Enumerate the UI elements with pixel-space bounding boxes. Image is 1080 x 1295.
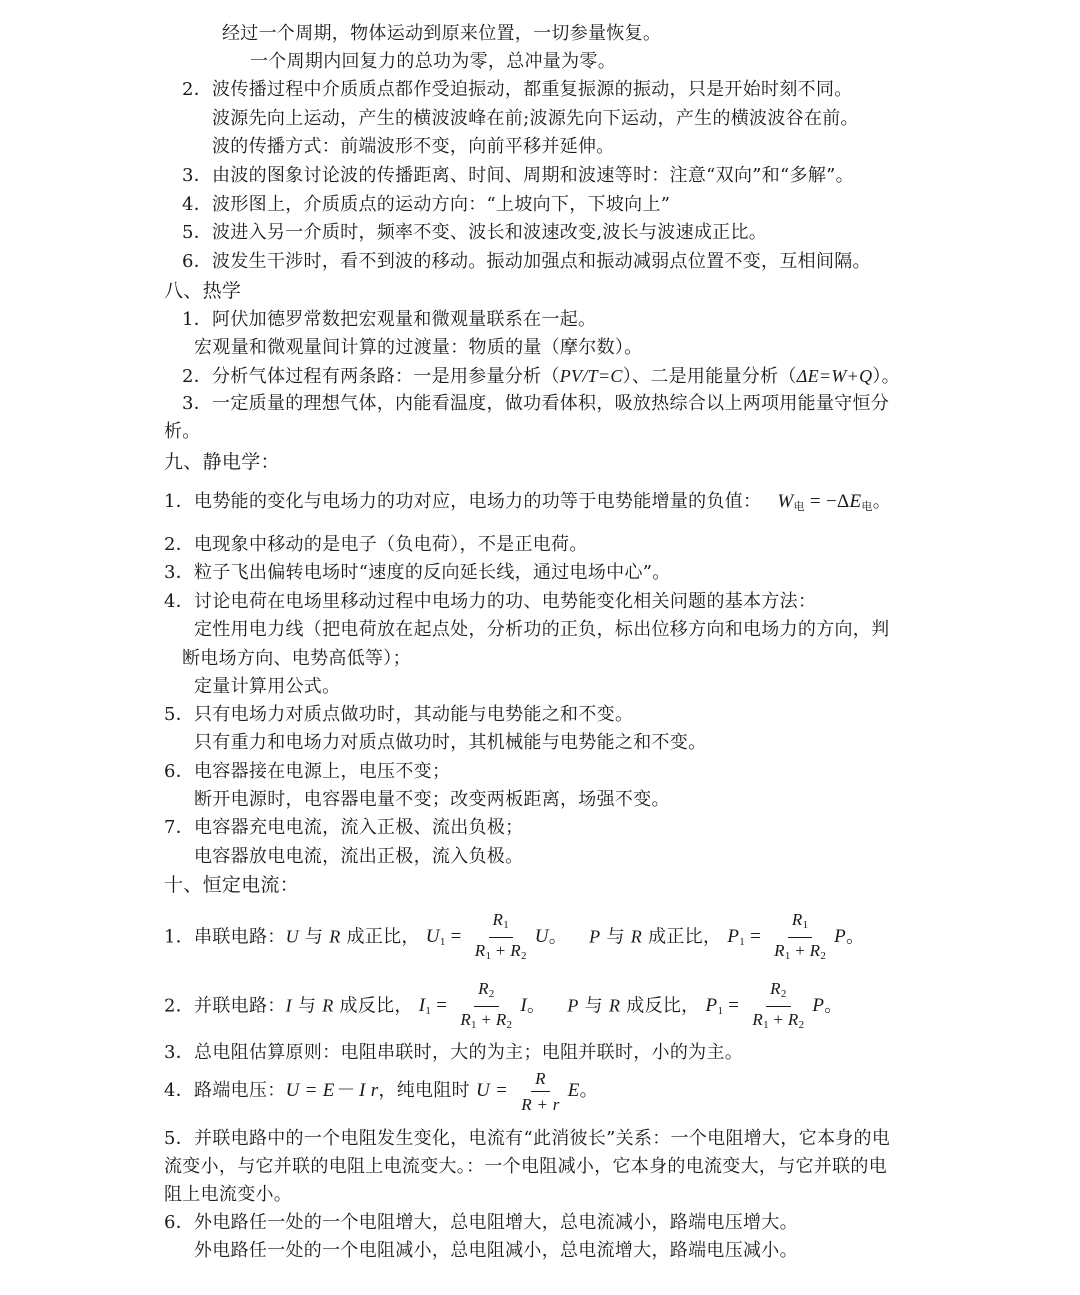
wave-item-2-source: 波源先向上运动，产生的横波波峰在前;波源先向下运动，产生的横波波谷在前。 [212, 108, 859, 129]
series-power-fraction: $\frac{R_1}{R_1 + R_2}$ [774, 910, 827, 962]
wave-item-2: 2．波传播过程中介质质点都作受迫振动，都重复振源的振动，只是开始时刻不同。 [182, 79, 853, 100]
thermal-item-2-pre: 2．分析气体过程有两条路：一是用参量分析（ [182, 366, 560, 387]
series-power-formula: $P_1$ = $\frac{R_1}{R_1 + R_2}$ P [727, 926, 846, 947]
first-law-formula: ΔE=W+Q [796, 366, 873, 386]
pure-resistance-formula: U = $\frac{R}{R + r}$ E [475, 1068, 580, 1114]
thermal-item-2 [182, 364, 900, 389]
current-item-parallel: 2．并联电路：I 与 R 成反比， $I_1$ = $\frac{R_2}{R_1 + R_2}$ I。 P 与 R 成反比， $P_1$ = $\frac{R_2}{R_1 + R_2}$ P。 [164, 979, 843, 1035]
current-item-series: 1．串联电路：U 与 R 成正比， $U_1$ = $\frac{R_1}{R_1 + R_2}$ U。 P 与 R 成正比， $P_1$ = $\frac{R_1}{R_1 + R_2}$ P。 [164, 910, 864, 966]
section-thermal-title: 八、热学 [164, 280, 242, 302]
parallel-current-fraction: $\frac{R_2}{R_1 + R_2}$ [460, 979, 513, 1031]
electrostatics-item-1: 1．电势能的变化与电场力的功对应，电场力的功等于电势能增量的负值： $W_电 = -\Delta E_电$。 [164, 491, 892, 513]
thermal-item-2-mid: ）、二是用能量分析（ [622, 366, 797, 387]
electrostatics-item-4: 4．讨论电荷在电场里移动过程中电场力的功、电势能变化相关问题的基本方法： [164, 591, 817, 612]
thermal-item-1: 1．阿伏加德罗常数把宏观量和微观量联系在一起。 [182, 309, 597, 330]
thermal-item-3-cont: 析。 [164, 421, 201, 442]
electrostatics-item-5-sub: 只有重力和电场力对质点做功时，其机械能与电势能之和不变。 [194, 732, 707, 753]
series-voltage-fraction: $\frac{R_1}{R_1 + R_2}$ [474, 910, 527, 962]
current-item-4: 4．路端电压：U = E－ I r，纯电阻时 U = $\frac{R}{R + r}$ E。 [164, 1068, 598, 1114]
wave-item-4: 4．波形图上，介质质点的运动方向：“上坡向下，下坡向上” [182, 194, 671, 215]
electrostatics-item-4-quant: 定量计算用公式。 [194, 676, 341, 697]
electrostatics-item-6: 6．电容器接在电源上，电压不变； [164, 761, 451, 782]
current-item-5: 5．并联电路中的一个电阻发生变化，电流有“此消彼长”关系：一个电阻增大，它本身的电 [164, 1128, 891, 1149]
electrostatics-item-7: 7．电容器充电电流，流入正极、流出负极； [164, 817, 524, 838]
current-item-5-cont1: 流变小，与它并联的电阻上电流变大。：一个电阻减小，它本身的电流变大，与它并联的电 [164, 1156, 887, 1177]
series-voltage-formula: $U_1$ = $\frac{R_1}{R_1 + R_2}$ U [426, 926, 549, 947]
current-item-5-cont2: 阻上电流变小。 [164, 1184, 293, 1205]
thermal-item-2-post: ）。 [872, 366, 900, 387]
section-electrostatics-title: 九、静电学： [164, 451, 280, 473]
wave-item-3: 3．由波的图象讨论波的传播距离、时间、周期和波速等时：注意“双向”和“多解”。 [182, 165, 854, 186]
parallel-current-formula: $I_1$ = $\frac{R_2}{R_1 + R_2}$ I [419, 995, 527, 1016]
potential-energy-formula: $W_电 = -\Delta E_电$ [777, 491, 873, 513]
wave-item-5: 5．波进入另一介质时，频率不变、波长和波速改变,波长与波速成正比。 [182, 222, 768, 243]
electrostatics-item-1-text: 1．电势能的变化与电场力的功对应，电场力的功等于电势能增量的负值： [164, 491, 762, 512]
wave-period-work-line: 一个周期内回复力的总功为零，总冲量为零。 [250, 51, 616, 72]
electrostatics-item-3: 3．粒子飞出偏转电场时“速度的反向延长线，通过电场中心”。 [164, 562, 671, 583]
current-item-3: 3．总电阻估算原则：电阻串联时，大的为主；电阻并联时，小的为主。 [164, 1042, 744, 1063]
section-current-title: 十、恒定电流： [164, 874, 300, 896]
current-item-6-sub: 外电路任一处的一个电阻减小，总电阻减小，总电流增大，路端电压减小。 [194, 1240, 798, 1261]
thermal-item-3: 3．一定质量的理想气体，内能看温度，做功看体积，吸放热综合以上两项用能量守恒分 [182, 393, 890, 414]
electrostatics-item-5: 5．只有电场力对质点做功时，其动能与电势能之和不变。 [164, 704, 634, 725]
current-item-6: 6．外电路任一处的一个电阻增大，总电阻增大，总电流减小，路端电压增大。 [164, 1212, 798, 1233]
terminal-voltage-formula: U = E－ I r [285, 1080, 379, 1101]
wave-item-6: 6．波发生干涉时，看不到波的移动。振动加强点和振动减弱点位置不变，互相间隔。 [182, 251, 871, 272]
electrostatics-item-4-qual: 定性用电力线（把电荷放在起点处，分析功的正负，标出位移方向和电场力的方向，判 [194, 619, 890, 640]
gas-state-formula: PV/T=C [559, 366, 623, 386]
electrostatics-item-7-sub: 电容器放电电流，流出正极，流入负极。 [194, 846, 524, 867]
pure-resistance-fraction: $\frac{R}{R + r}$ [521, 1068, 560, 1114]
parallel-power-formula: $P_1$ = $\frac{R_2}{R_1 + R_2}$ P [706, 995, 825, 1016]
parallel-power-fraction: $\frac{R_2}{R_1 + R_2}$ [752, 979, 805, 1031]
wave-item-2-mode: 波的传播方式：前端波形不变，向前平移并延伸。 [212, 136, 615, 157]
electrostatics-item-4-qual-cont: 断电场方向、电势高低等）； [182, 648, 411, 669]
thermal-item-1-sub: 宏观量和微观量间计算的过渡量：物质的量（摩尔数）。 [194, 337, 643, 358]
electrostatics-item-2: 2．电现象中移动的是电子（负电荷），不是正电荷。 [164, 534, 588, 555]
electrostatics-item-6-sub: 断开电源时，电容器电量不变；改变两板距离，场强不变。 [194, 789, 670, 810]
wave-period-line: 经过一个周期，物体运动到原来位置，一切参量恢复。 [222, 23, 662, 44]
